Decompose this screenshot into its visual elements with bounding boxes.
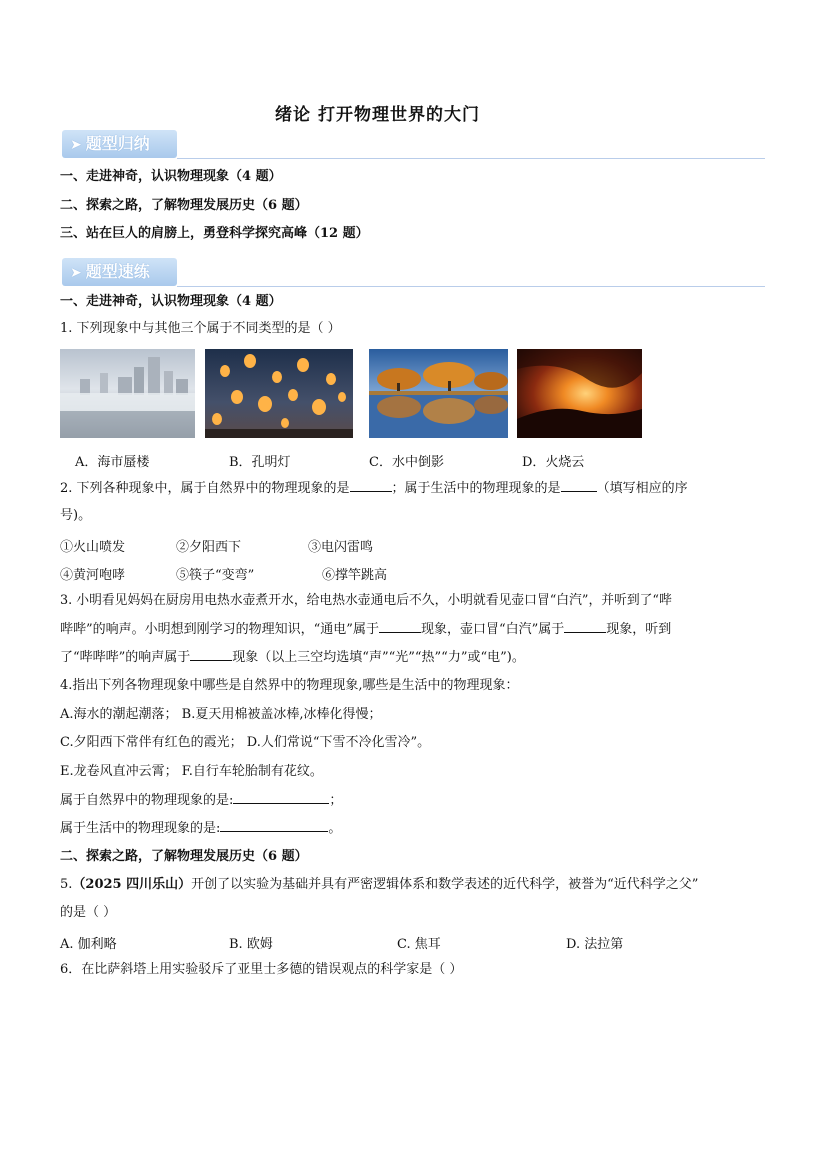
question-1-option-a: A．海市蜃楼 [75,455,150,470]
question-5-number: 5. [60,877,73,892]
question-5-source: （2025 四川乐山） [72,877,192,892]
question-1-option-c: C．水中倒影 [369,455,444,470]
punctuation: 。 [328,821,342,836]
banner-label: 题型归纳 [85,134,150,153]
question-2-text-b: ；属于生活中的物理现象的是 [391,481,561,496]
question-4-answer-2-label: 属于生活中的物理现象的是: [60,821,221,836]
banner-label: 题型速练 [85,262,150,281]
question-4-items-ab: A.海水的潮起潮落； B.夏天用棉被盖冰棒,冰棒化得慢； [60,707,382,722]
section-banner-summary [60,130,765,160]
question-2-item-5: ⑤筷子“变弯” [176,568,255,583]
section-banner-practice [60,258,765,288]
answer-blank[interactable] [233,791,329,804]
question-2-item-4: ④黄河咆哮 [60,568,126,583]
answer-blank[interactable] [561,479,597,492]
question-3-text-a: 哔哔”的响声。小明想到刚学习的物理知识，“通电”属于 [60,622,379,637]
question-3-text-e: 现象（以上三空均选填“声”“光”“热”“力”或“电”)。 [232,650,525,665]
question-6-stem: 6．在比萨斜塔上用实验驳斥了亚里士多德的错误观点的科学家是（ ） [60,962,463,977]
banner-tag [62,258,177,286]
question-3-line-1: 3. 小明看见妈妈在厨房用电热水壶煮开水，给电热水壶通电后不久，小明就看见壶口冒“白汽”，并听到了“哔 [60,593,672,608]
banner-divider [177,286,765,287]
section-heading-1: 一、走进神奇，认识物理现象（4 题） [60,294,282,309]
question-4-answer-1 [60,791,342,810]
section-heading-2: 二、探索之路，了解物理发展历史（6 题） [60,849,308,864]
summary-item-2: 二、探索之路，了解物理发展历史（6 题） [60,198,308,213]
question-2-text-c: （填写相应的序 [596,481,688,496]
question-5-option-d: D. 法拉第 [566,937,624,952]
question-3-line-3 [60,648,525,667]
question-1-option-b: B．孔明灯 [229,455,291,470]
answer-blank[interactable] [190,648,232,661]
question-5-stem [60,876,698,894]
sky-lanterns-photo [205,349,353,438]
arrow-icon: ➤ [70,265,82,281]
question-5-option-c: C. 焦耳 [397,937,441,952]
question-5-stem-cont: 的是（ ） [60,905,117,920]
question-4-items-ef: E.龙卷风直冲云霄； F.自行车轮胎制有花纹。 [60,764,323,779]
question-1-stem: 1. 下列现象中与其他三个属于不同类型的是（ ） [60,321,341,336]
answer-blank[interactable] [564,620,606,633]
answer-blank[interactable] [350,479,392,492]
banner-divider [177,158,765,159]
question-4-answer-1-label: 属于自然界中的物理现象的是: [60,793,234,808]
question-1-option-d: D．火烧云 [522,455,585,470]
page-title: 绪论 打开物理世界的大门 [275,105,480,125]
summary-item-3: 三、站在巨人的肩膀上，勇登科学探究高峰（12 题） [60,226,369,241]
question-5-option-b: B. 欧姆 [229,937,273,952]
question-2-item-2: ②夕阳西下 [176,540,242,555]
question-3-text-b: 现象，壶口冒“白汽”属于 [420,622,565,637]
question-4-answer-2 [60,819,341,838]
question-2-stem [60,479,688,498]
city-fog-photo [60,349,195,438]
banner-tag [62,130,177,158]
question-4-stem: 4.指出下列各物理现象中哪些是自然界中的物理现象,哪些是生活中的物理现象： [60,678,519,693]
punctuation: ； [329,793,343,808]
tree-reflection-photo [369,349,508,438]
answer-blank[interactable] [379,620,421,633]
question-2-item-1: ①火山喷发 [60,540,126,555]
question-3-line-2 [60,620,671,639]
summary-item-1: 一、走进神奇，认识物理现象（4 题） [60,169,282,184]
question-5-option-a: A. 伽利略 [60,937,117,952]
question-3-text-c: 现象，听到 [606,622,672,637]
answer-blank[interactable] [220,819,328,832]
arrow-icon: ➤ [70,137,82,153]
question-2-item-3: ③电闪雷鸣 [308,540,374,555]
question-2-item-6: ⑥撑竿跳高 [322,568,388,583]
question-2-text-a: 2. 下列各种现象中，属于自然界中的物理现象的是 [60,481,350,496]
question-3-text-d: 了“哔哔哔”的响声属于 [60,650,191,665]
question-4-items-cd: C.夕阳西下常伴有红色的霞光； D.人们常说“下雪不冷化雪冷”。 [60,735,431,750]
question-5-text: 开创了以实验为基础并具有严密逻辑体系和数学表述的近代科学，被誉为“近代科学之父” [191,877,699,892]
fire-cloud-photo [517,349,642,438]
question-2-stem-cont: 号)。 [60,508,92,523]
